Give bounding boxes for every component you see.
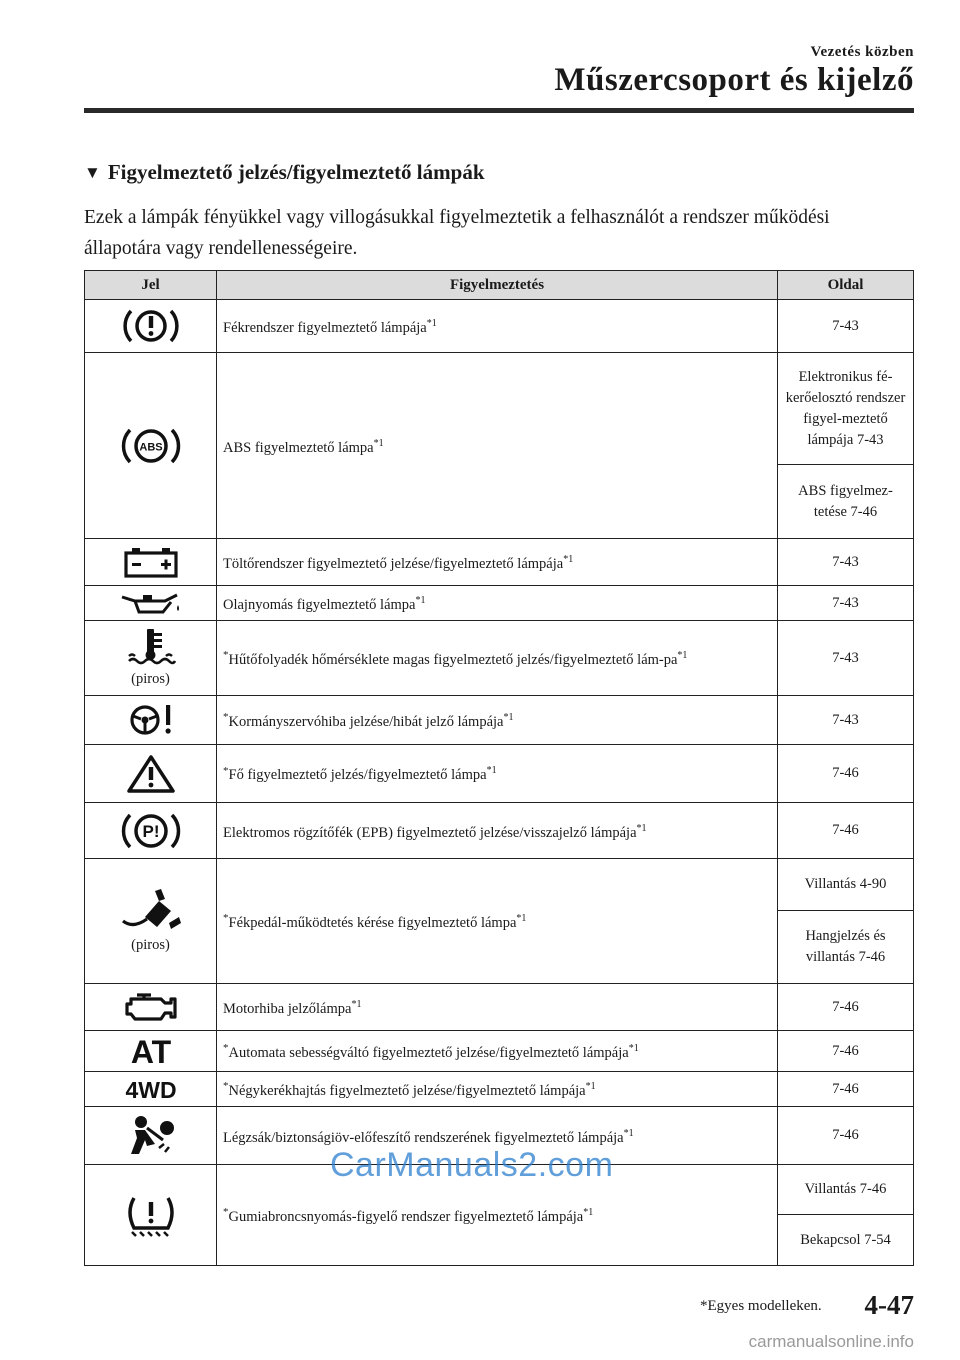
master-warning-icon	[85, 745, 217, 803]
4wd-icon	[85, 1072, 217, 1107]
watermark: CarManuals2.com	[330, 1146, 614, 1184]
warning-description: *Automata sebességváltó figyelmeztető jelzése/figyelmeztető lámpája$^{*1}$	[217, 1031, 778, 1072]
page-reference: ABS figyelmez-tetése 7-46	[778, 465, 914, 539]
page-reference: Villantás 7-46	[778, 1165, 914, 1215]
power-steering-icon	[85, 696, 217, 745]
page-reference: 7-46	[778, 1107, 914, 1165]
page-number: 4-47	[864, 1290, 914, 1320]
section-marker-icon: ▼	[84, 163, 101, 182]
page-reference: 7-46	[778, 1072, 914, 1107]
table-row	[85, 745, 914, 803]
section-title-text: Figyelmeztető jelzés/figyelmeztető lámpák	[107, 160, 485, 184]
warning-description: *Fő figyelmeztető jelzés/figyelmeztető lámpa$^{*1}$	[217, 745, 778, 803]
table-row	[85, 984, 914, 1031]
warning-description: *Hűtőfolyadék hőmérséklete magas figyelmeztető jelzés/figyelmeztető lám-$pa^{*1}$	[217, 621, 778, 696]
table-row	[85, 353, 914, 465]
page-reference: Hangjelzés és villantás 7-46	[778, 911, 914, 984]
table-row	[85, 539, 914, 586]
table-row	[85, 621, 914, 696]
warning-description: *Fékpedál-működtetés kérése figyelmeztető lámpa$^{*1}$	[217, 859, 778, 984]
site-watermark: carmanualsonline.info	[748, 1332, 914, 1351]
icon-caption: (piros)	[131, 670, 170, 687]
svg-text:ABS: ABS	[138, 441, 163, 453]
page-reference: 7-46	[778, 1031, 914, 1072]
header-page: Oldal	[778, 271, 914, 300]
brake-warning-icon	[85, 300, 217, 353]
svg-text:4WD: 4WD	[124, 1077, 177, 1102]
tpms-icon	[85, 1165, 217, 1266]
page-reference: 7-46	[778, 803, 914, 859]
table-row	[85, 586, 914, 621]
airbag-icon	[85, 1107, 217, 1165]
warning-description: Elektromos rögzítőfék (EPB) figyelmeztető jelzése/visszajelző lámpája$^{*1}$	[217, 803, 778, 859]
page-reference: 7-43	[778, 539, 914, 586]
warning-description: ABS figyelmeztető lámpa$^{*1}$	[217, 353, 778, 539]
table-row	[85, 1031, 914, 1072]
check-engine-icon	[85, 984, 217, 1031]
page-reference: Villantás 4-90	[778, 859, 914, 911]
warning-description: Töltőrendszer figyelmeztető jelzése/figyelmeztető lámpája$^{*1}$	[217, 539, 778, 586]
page-reference: 7-43	[778, 300, 914, 353]
chapter-title: Műszercsoport és kijelző	[554, 62, 914, 98]
svg-text:AT: AT	[130, 1035, 171, 1067]
battery-icon	[85, 539, 217, 586]
table-row	[85, 696, 914, 745]
intro-paragraph: Ezek a lámpák fényükkel vagy villogásukkal figyelmeztetik a felhasználót a rendszer működési állapotára vagy rendellenességeire.	[84, 207, 830, 259]
header-symbol: Jel	[85, 271, 217, 300]
oil-can-icon	[85, 586, 217, 621]
table-header-row	[85, 271, 914, 300]
warning-lights-table	[84, 270, 914, 1266]
brake-pedal-request-icon	[85, 859, 217, 984]
page-reference: Bekapcsol 7-54	[778, 1215, 914, 1266]
abs-warning-icon	[85, 353, 217, 539]
warning-description: *Négykerékhajtás figyelmeztető jelzése/figyelmeztető lámpája$^{*1}$	[217, 1072, 778, 1107]
warning-description: *Kormányszervóhiba jelzése/hibát jelző lámpája$^{*1}$	[217, 696, 778, 745]
epb-icon	[85, 803, 217, 859]
icon-caption: (piros)	[131, 936, 170, 953]
table-row	[85, 300, 914, 353]
table-row	[85, 803, 914, 859]
warning-description: *Gumiabroncsnyomás-figyelő rendszer figyelmeztető lámpája$^{*1}$	[217, 1165, 778, 1266]
warning-description: Fékrendszer figyelmeztető lámpája$^{*1}$	[217, 300, 778, 353]
svg-text:P!: P!	[142, 821, 159, 841]
header-rule	[84, 108, 914, 113]
page-reference: 7-46	[778, 984, 914, 1031]
warning-description: Olajnyomás figyelmeztető lámpa$^{*1}$	[217, 586, 778, 621]
table-row	[85, 859, 914, 911]
warning-description: Légzsák/biztonságiöv-előfeszítő rendszerének figyelmeztető lámpája$^{*1}$	[217, 1107, 778, 1165]
warning-description: Motorhiba jelzőlámpa$^{*1}$	[217, 984, 778, 1031]
page-reference: Elektronikus fé-kerőelosztó rendszer figyel-meztető lámpája 7-43	[778, 353, 914, 465]
footnote: *Egyes modelleken.	[700, 1298, 822, 1314]
table-row	[85, 1072, 914, 1107]
page-reference: 7-43	[778, 621, 914, 696]
section-title	[84, 160, 485, 185]
coolant-temperature-icon	[85, 621, 217, 696]
page-reference: 7-46	[778, 745, 914, 803]
page-reference: 7-43	[778, 586, 914, 621]
header-warning: Figyelmeztetés	[217, 271, 778, 300]
at-icon	[85, 1031, 217, 1072]
page-reference: 7-43	[778, 696, 914, 745]
running-head: Vezetés közben	[810, 44, 914, 60]
